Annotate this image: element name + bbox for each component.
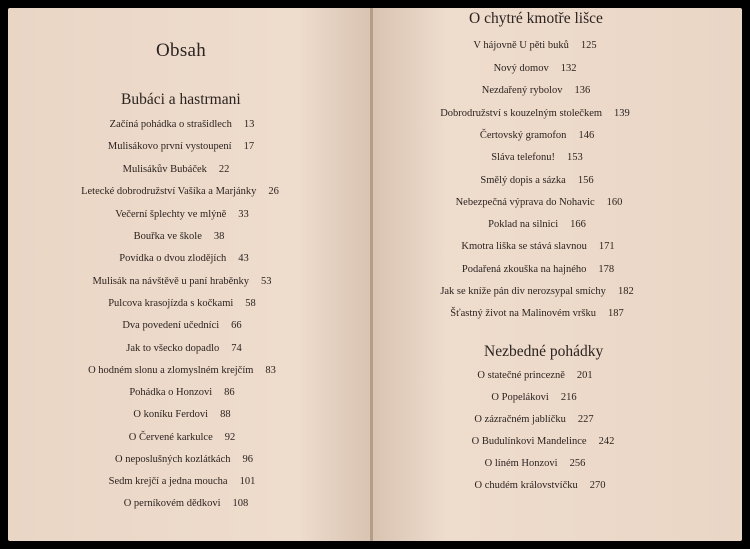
toc-entry[interactable] [440, 286, 633, 297]
toc-entry-page: 125 [580, 40, 597, 51]
toc-entry-page: 166 [570, 219, 586, 230]
toc-entry-title: Bouřka ve škole [133, 231, 202, 242]
toc-entry-title: O koníku Ferdovi [133, 409, 209, 420]
toc-entry[interactable] [109, 476, 256, 487]
toc-entry[interactable] [108, 298, 256, 309]
toc-entry[interactable] [92, 276, 271, 287]
toc-entry-title: Mulisákův Bubáček [122, 164, 207, 175]
toc-entry-page: 38 [213, 231, 225, 242]
section-title-liska: O chytré kmotře lišce [469, 10, 603, 27]
toc-entry[interactable] [474, 414, 593, 425]
toc-entry-title: Jak se kníže pán div nerozsypal smíchy [440, 286, 606, 297]
toc-entry[interactable] [126, 343, 242, 354]
toc-entry-title: O líném Honzovi [484, 458, 558, 469]
toc-entry[interactable] [119, 253, 249, 264]
toc-entry[interactable] [482, 85, 591, 96]
toc-entry-title: O chudém královstvíčku [474, 480, 578, 491]
toc-entry-title: O statečné princezně [477, 370, 565, 381]
toc-entry[interactable] [485, 458, 586, 469]
toc-entry-title: O Červené karkulce [128, 432, 213, 443]
toc-entry-title: Nový domov [493, 63, 549, 74]
toc-entry[interactable] [129, 387, 234, 398]
toc-entry[interactable] [472, 436, 615, 447]
toc-entry-page: 146 [578, 130, 595, 141]
toc-entry-title: Jak to všecko dopadlo [126, 343, 220, 354]
toc-entry[interactable] [480, 175, 593, 186]
toc-entry-title: O perníkovém dědkovi [123, 498, 221, 509]
toc-entry-page: 256 [569, 458, 586, 469]
toc-entry-title: Sláva telefonu! [491, 152, 556, 163]
toc-entry-title: Pohádka o Honzovi [129, 387, 213, 398]
toc-entry-page: 88 [220, 409, 231, 420]
toc-entry[interactable] [110, 119, 255, 130]
toc-entry-title: Dobrodružství s kouzelným stolečkem [440, 108, 603, 119]
toc-entry-title: Nezdařený rybolov [481, 85, 563, 96]
toc-entry[interactable] [115, 209, 249, 220]
toc-entry[interactable] [81, 186, 279, 197]
toc-entry-title: Poklad na silnici [488, 219, 559, 230]
toc-entry-title: Povídka o dvou zlodějích [119, 253, 227, 264]
toc-entry-page: 26 [268, 186, 279, 197]
toc-entry-title: Pulcova krasojízda s kočkami [108, 298, 234, 309]
toc-entry[interactable] [108, 141, 254, 152]
toc-entry-page: 187 [607, 308, 624, 319]
toc-entry[interactable] [494, 63, 577, 74]
toc-entry[interactable] [440, 108, 630, 119]
toc-entry[interactable] [134, 231, 225, 242]
toc-entry-title: Sedm krejčí a jedna moucha [108, 476, 228, 487]
toc-entry[interactable] [491, 392, 576, 403]
toc-entry-page: 74 [231, 343, 242, 354]
toc-entry-title: Mulisákovo první vystoupení [107, 141, 232, 152]
section-title-bubaci: Bubáci a hastrmani [121, 91, 241, 108]
toc-entry-page: 101 [239, 476, 256, 487]
toc-entry-title: O hodném slonu a zlomyslném krejčím [88, 365, 254, 376]
toc-entry-page: 242 [598, 436, 615, 447]
toc-entry-page: 53 [261, 276, 272, 287]
toc-entry-page: 201 [576, 370, 593, 381]
toc-entry-title: Mulisák na návštěvě u paní hraběnky [92, 276, 250, 287]
toc-entry[interactable] [480, 130, 594, 141]
toc-entry-page: 156 [577, 175, 594, 186]
toc-entry[interactable] [461, 241, 614, 252]
toc-entry-page: 136 [574, 85, 591, 96]
toc-entry[interactable] [488, 219, 586, 230]
toc-entry[interactable] [456, 197, 623, 208]
toc-entry-page: 171 [598, 241, 615, 252]
toc-entry-page: 58 [245, 298, 256, 309]
toc-entry[interactable] [473, 40, 596, 51]
toc-entry-title: O Popelákovi [491, 392, 549, 403]
toc-entry-page: 139 [614, 108, 630, 119]
toc-entry-page: 132 [560, 63, 577, 74]
toc-entry-title: Šťastný život na Malinovém vršku [450, 308, 596, 319]
section-title-nezbedne: Nezbedné pohádky [484, 343, 604, 360]
toc-entry-title: Kmotra liška se stává slavnou [461, 241, 587, 252]
toc-entry-title: Čertovský gramofon [479, 130, 567, 141]
toc-entry[interactable] [462, 264, 614, 275]
toc-entry-page: 13 [243, 119, 255, 130]
toc-entry-title: Smělý dopis a sázka [480, 175, 566, 186]
toc-entry-page: 86 [224, 387, 235, 398]
toc-entry-page: 108 [232, 498, 249, 509]
toc-entry-title: Letecké dobrodružství Vašíka a Marjánky [81, 186, 257, 197]
toc-entry[interactable] [133, 409, 230, 420]
toc-entry-title: Večerní šplechty ve mlýně [115, 209, 227, 220]
toc-entry-page: 270 [589, 480, 606, 491]
toc-entry-page: 66 [231, 320, 242, 331]
toc-entry-page: 43 [238, 253, 249, 264]
toc-entry[interactable] [115, 454, 253, 465]
toc-entry[interactable] [477, 370, 592, 381]
toc-entry-title: O Budulínkovi Mandelince [471, 436, 587, 447]
contents-heading: Obsah [156, 40, 207, 61]
toc-entry-title: Začíná pohádka o strašidlech [109, 119, 232, 130]
toc-entry[interactable] [491, 152, 583, 163]
toc-entry[interactable] [450, 308, 623, 319]
toc-entry-page: 92 [224, 432, 236, 443]
book-gutter [370, 8, 373, 541]
toc-entry-title: V hájovně U pěti buků [473, 40, 569, 51]
toc-entry-page: 160 [606, 197, 623, 208]
toc-entry-page: 33 [238, 209, 249, 220]
toc-entry[interactable] [88, 365, 276, 376]
toc-entry-page: 153 [567, 152, 583, 163]
toc-entry[interactable] [122, 320, 241, 331]
toc-entry-title: O zázračném jablíčku [474, 414, 566, 425]
toc-entry[interactable] [124, 498, 249, 509]
toc-entry[interactable] [475, 480, 606, 491]
toc-entry-title: Nebezpečná výprava do Nohavic [455, 197, 595, 208]
toc-entry-title: Podařená zkouška na hajného [461, 264, 587, 275]
toc-entry-title: O neposlušných kozlátkách [115, 454, 231, 465]
toc-entry-page: 216 [560, 392, 577, 403]
toc-entry-title: Dva povedení učedníci [122, 320, 220, 331]
toc-entry-page: 83 [265, 365, 276, 376]
toc-entry-page: 227 [577, 414, 594, 425]
toc-entry-page: 178 [598, 264, 615, 275]
toc-entry-page: 96 [242, 454, 253, 465]
toc-entry[interactable] [129, 432, 235, 443]
toc-entry[interactable] [123, 164, 230, 175]
toc-entry-page: 22 [218, 164, 230, 175]
toc-entry-page: 17 [243, 141, 255, 152]
toc-entry-page: 182 [617, 286, 634, 297]
